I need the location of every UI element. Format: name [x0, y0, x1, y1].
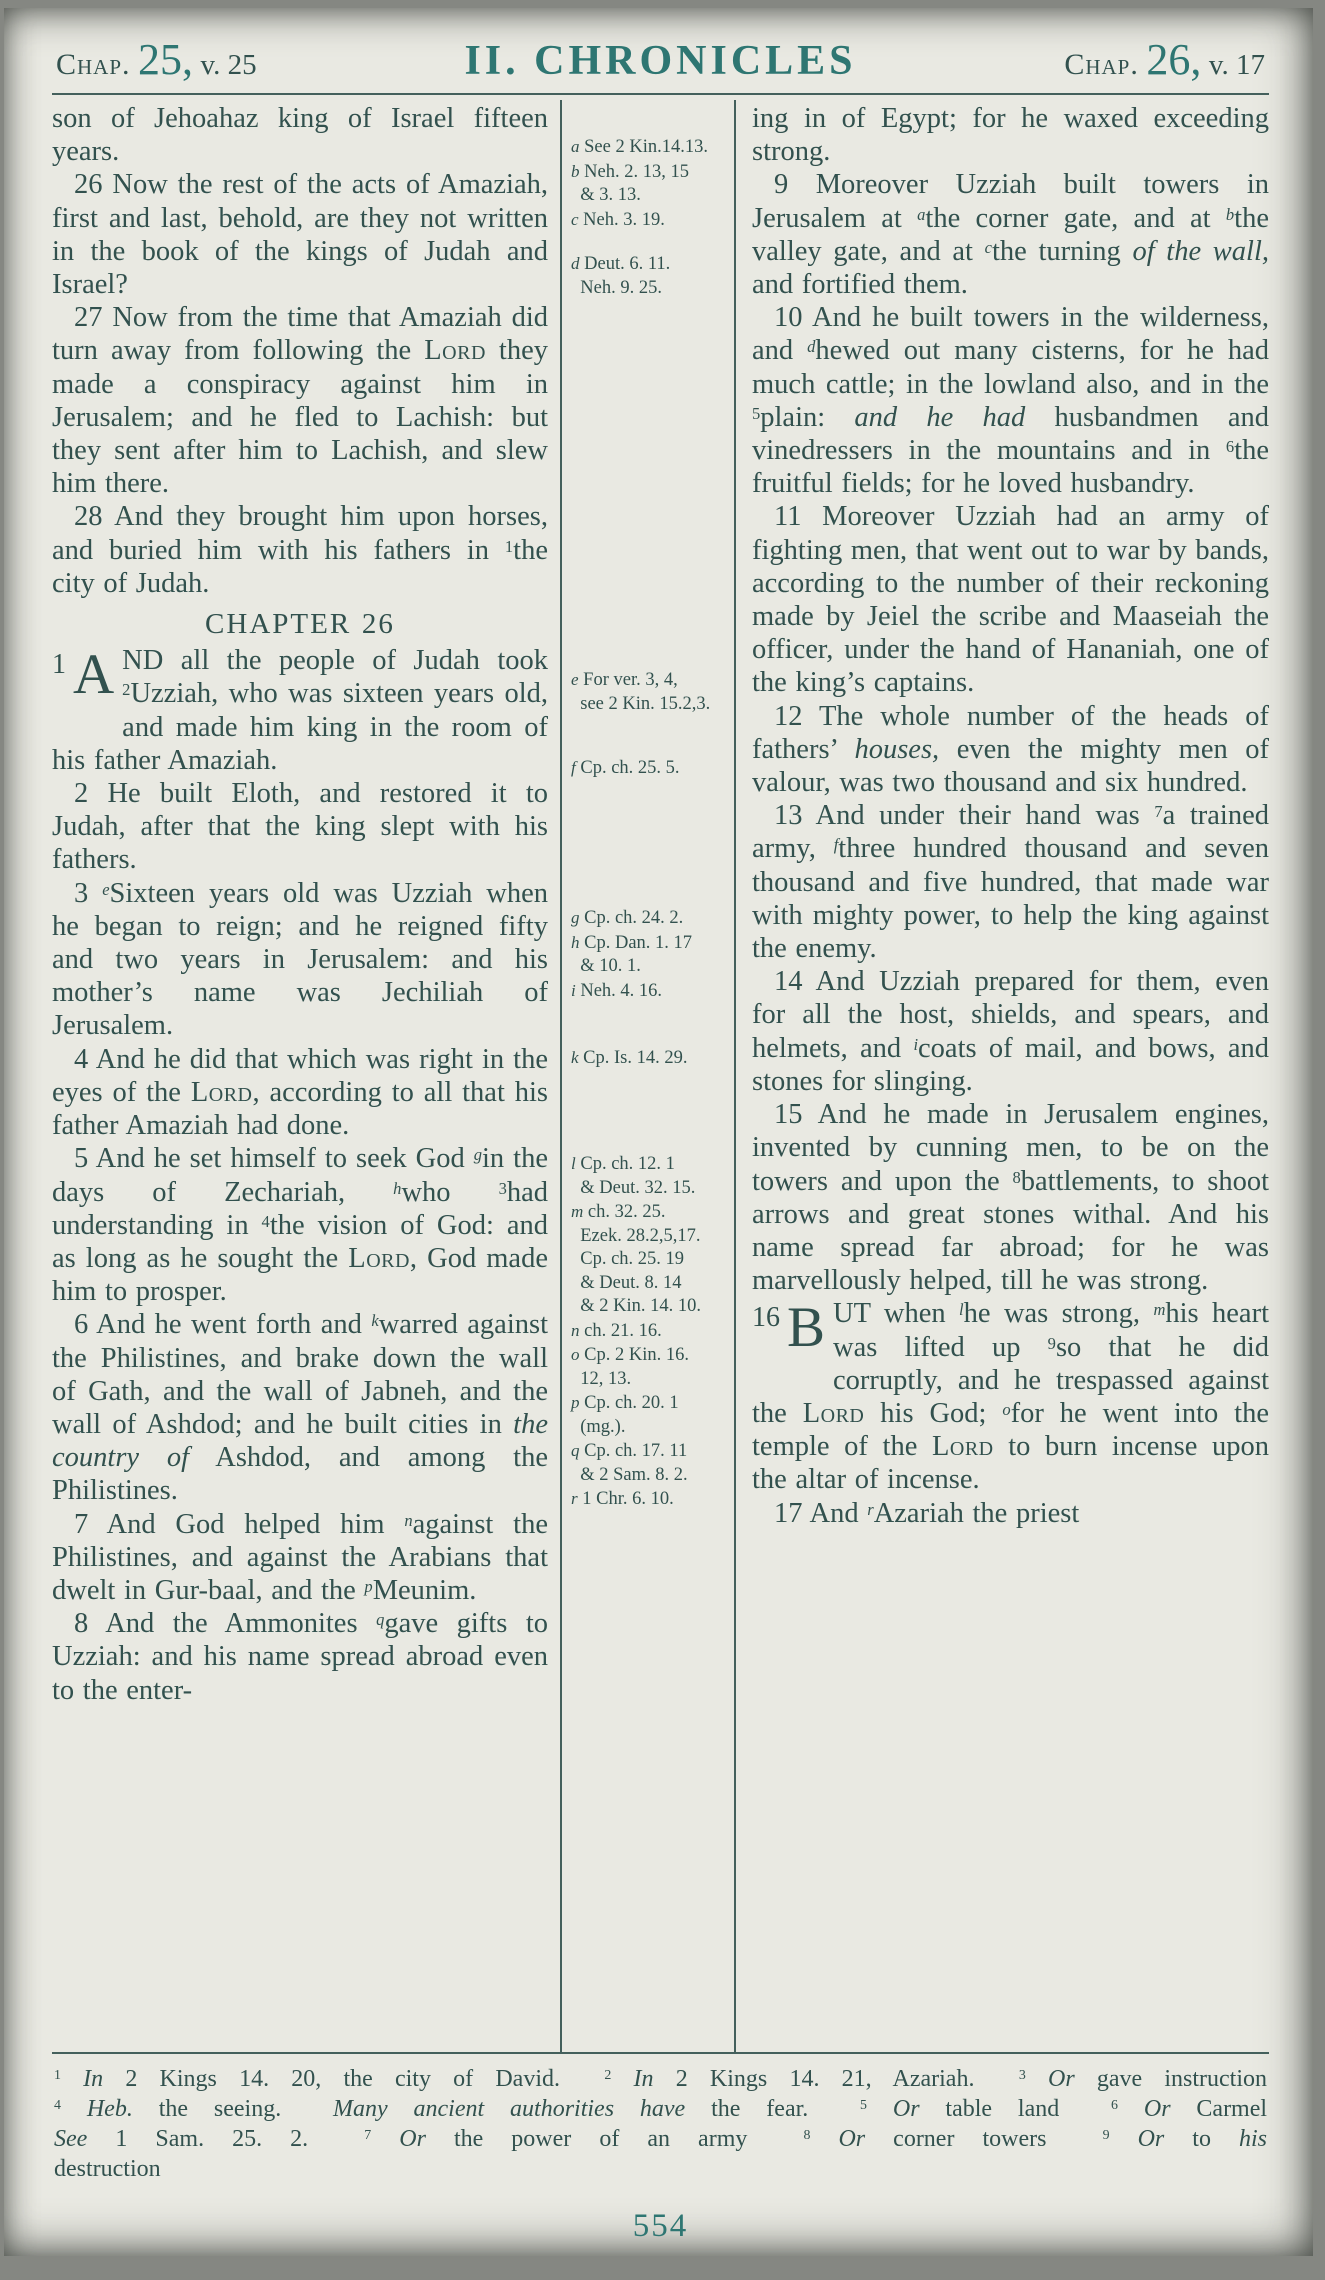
- verse-paragraph: 5 And he set himself to seek God $^g$in the days of Zechariah, $^h$who $^3$had understanding in $^4$the vision of God: and as long as he sought the Lord, God made him to prosper.: [52, 1143, 549, 1308]
- verse-paragraph: 4 And he did that which was right in the eyes of the Lord, according to all that his father Amaziah had done.: [52, 1043, 549, 1142]
- verse-paragraph: ing in of Egypt; for he waxed exceeding strong.: [752, 103, 1269, 168]
- verse-paragraph: 2 He built Eloth, and restored it to Judah, after that the king slept with his fathers.: [52, 778, 548, 876]
- reference-group: l Cp. ch. 12. 1 & Deut. 32. 15. m ch. 32. 25. Ezek. 28.2,5,17. Cp. ch. 25. 19 & Deut. 8. 14 & 2 Kin. 14. 10. n ch. 21. 16. o Cp. 2 Kin. 16. 12, 13. p Cp. ch. 20. 1 (mg.). q Cp. ch. 17. 11 & 2 Sam. 8. 2. r 1 Chr. 6. 10.: [571, 1154, 702, 1509]
- page-content: [52, 34, 1269, 2244]
- verse-paragraph: 12 The whole number of the heads of fathers’ houses, even the mighty men of valour, was two thousand and six hundred.: [752, 700, 1269, 799]
- footnote-line: $^1$ In 2 Kings 14. 20, the city of David. $^2$ In 2 Kings 14. 21, Azariah. $^3$ Or gave instruction: [54, 2066, 1268, 2092]
- footnote-line: $^4$ Heb. the seeing. Many ancient authorities have the fear. $^5$ Or table land $^6$ Or Carmel: [54, 2096, 1268, 2122]
- header-rule: [52, 93, 1269, 95]
- verse-paragraph: 14 And Uzziah prepared for them, even for all the host, shields, and spears, and helmets, and $^i$coats of mail, and bows, and stones for slinging.: [752, 966, 1269, 1097]
- verse-paragraph: 17 And $^r$Azariah the priest: [774, 1497, 1080, 1529]
- verse-paragraph: 13 And under their hand was $^7$a trained army, $^f$three hundred thousand and seven thousand and five hundred, that made war with mighty power, to help the king against the enemy.: [752, 800, 1269, 965]
- page-number: 554: [632, 2208, 689, 2244]
- reference-group: k Cp. Is. 14. 29.: [571, 1048, 688, 1068]
- left-text-column: [52, 100, 560, 2052]
- verse-paragraph: $^1$ A ND all the people of Judah took $^2$Uzziah, who was sixteen years old, and made him king in the room of his father Amaziah.: [52, 643, 548, 776]
- left-folio: Chap. 25, v. 25: [56, 35, 257, 84]
- right-text-column: [736, 100, 1269, 2052]
- book-title: II. CHRONICLES: [464, 38, 857, 84]
- verse-paragraph: 7 And God helped him $^n$against the Philistines, and against the Arabians that dwelt in Gur-baal, and the $^p$Meunim.: [52, 1508, 548, 1606]
- verse-paragraph: 15 And he made in Jerusalem engines, invented by cunning men, to be on the towers and upon the $^8$battlements, to shoot arrows and great stones withal. And his name spread far abroad; for he was marvellously helped, till he was strong.: [752, 1099, 1269, 1297]
- reference-group: e For ver. 3, 4, see 2 Kin. 15.2,3.: [571, 670, 711, 714]
- right-folio: Chap. 26, v. 17: [1064, 35, 1265, 84]
- footnote-line: destruction: [54, 2156, 161, 2182]
- verse-paragraph: CHAPTER 26: [205, 608, 395, 641]
- footnote-line: See 1 Sam. 25. 2. $^7$ Or the power of an army $^8$ Or corner towers $^9$ Or to his: [54, 2126, 1268, 2152]
- reference-group: g Cp. ch. 24. 2. h Cp. Dan. 1. 17 & 10. 1. i Neh. 4. 16.: [571, 908, 693, 1001]
- verse-paragraph: 11 Moreover Uzziah had an army of fighting men, that went out to war by bands, according to the number of their reckoning made by Jeiel the scribe and Maaseiah the officer, under the hand of Hananiah, one of the king’s captains.: [752, 501, 1269, 699]
- verse-paragraph: 9 Moreover Uzziah built towers in Jerusalem at $^a$the corner gate, and at $^b$the valley gate, and at $^c$the turning of the wall, and fortified them.: [752, 169, 1269, 301]
- reference-group: f Cp. ch. 25. 5.: [571, 758, 680, 778]
- text-columns: [52, 100, 1269, 2052]
- footnotes: [52, 2052, 1269, 2184]
- cross-reference-column: [560, 100, 736, 2052]
- verse-paragraph: 26 Now the rest of the acts of Amaziah, first and last, behold, are they not written in the book of the kings of Judah and Israel?: [52, 169, 548, 301]
- verse-paragraph: 28 And they brought him upon horses, and buried him with his fathers in $^1$the city of Judah.: [52, 501, 548, 599]
- verse-paragraph: 3 $^e$Sixteen years old was Uzziah when he began to reign; and he reigned fifty and two years in Jerusalem: and his mother’s name was Jechiliah of Jerusalem.: [52, 877, 548, 1042]
- page-header: [52, 34, 1269, 93]
- verse-paragraph: 27 Now from the time that Amaziah did turn away from following the Lord they made a conspiracy against him in Jerusalem; and he fled to Lachish: but they sent after him to Lachish, and slew him there.: [52, 302, 548, 500]
- verse-paragraph: 10 And he built towers in the wilderness, and $^d$hewed out many cisterns, for he had much cattle; in the lowland also, and in the $^5$plain: and he had husbandmen and vinedressers in the mountains and in $^6$the fruitful fields; for he loved husbandry.: [752, 302, 1269, 500]
- verse-paragraph: 6 And he went forth and $^k$warred against the Philistines, and brake down the wall of Gath, and the wall of Jabneh, and the wall of Ashdod; and he built cities in the country of Ashdod, and among the Philistines.: [52, 1309, 549, 1507]
- reference-group: a See 2 Kin.14.13. b Neh. 2. 13, 15 & 3. 13. c Neh. 3. 19.: [571, 137, 708, 230]
- scanned-bible-page: [4, 8, 1313, 2256]
- reference-group: d Deut. 6. 11. Neh. 9. 25.: [571, 254, 671, 298]
- verse-paragraph: 8 And the Ammonites $^q$gave gifts to Uzziah: and his name spread abroad even to the enter-: [52, 1608, 548, 1706]
- verse-paragraph: $^{16}$ B UT when $^l$he was strong, $^m$his heart was lifted up $^9$so that he did corruptly, and he trespassed against the Lord his God; $^o$for he went into the temple of the Lord to burn incense upon the altar of incense.: [752, 1296, 1269, 1496]
- verse-paragraph: son of Jehoahaz king of Israel fifteen years.: [52, 103, 548, 168]
